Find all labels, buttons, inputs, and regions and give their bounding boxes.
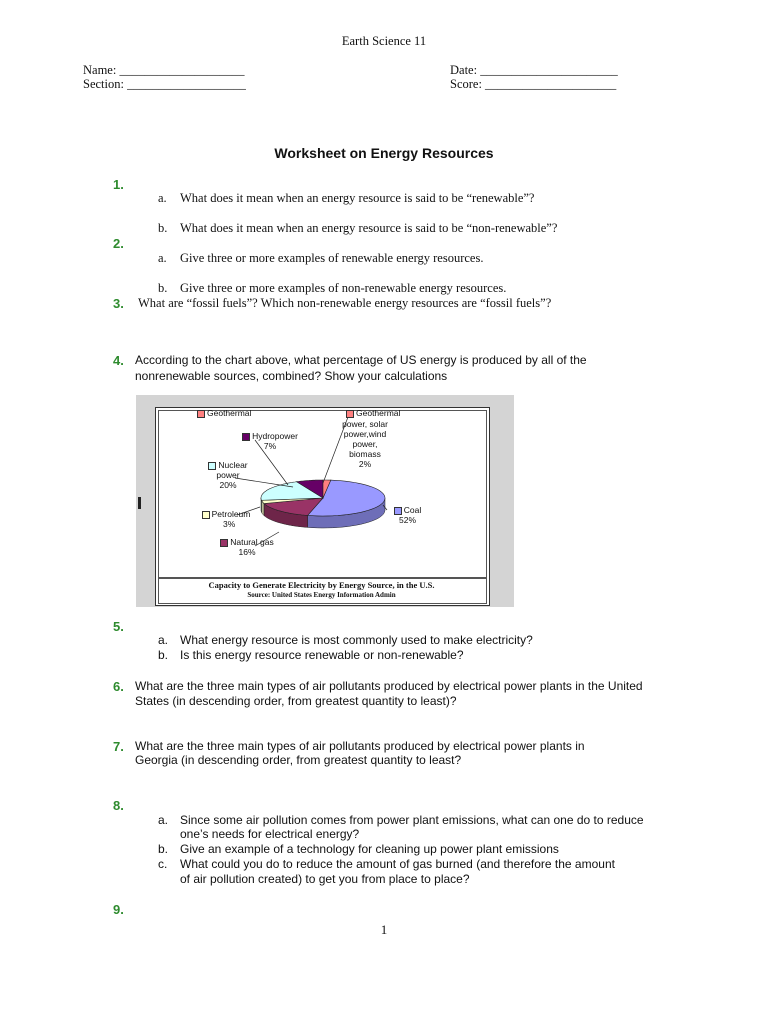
label-geothermal-title: Geothermal bbox=[346, 408, 406, 418]
question-text: nonrenewable sources, combined? Show your calculations bbox=[135, 369, 448, 383]
question-text: one’s needs for electrical energy? bbox=[180, 827, 360, 841]
question-part-letter: b. bbox=[158, 221, 168, 235]
question-number: 1. bbox=[113, 177, 124, 192]
question-part-letter: a. bbox=[158, 813, 169, 827]
question-text: Is this energy resource renewable or non-renewable? bbox=[180, 648, 464, 662]
legend-swatch-geothermal bbox=[346, 410, 354, 418]
question-text: Give three or more examples of non-renewable energy resources. bbox=[180, 281, 507, 295]
question-number: 6. bbox=[113, 679, 124, 694]
question-part-letter: b. bbox=[158, 648, 169, 662]
question-number: 7. bbox=[113, 739, 124, 754]
question-part-letter: b. bbox=[158, 281, 168, 295]
question-part-letter: a. bbox=[158, 633, 169, 647]
legend-swatch-natural-gas bbox=[220, 539, 228, 547]
question-text: Georgia (in descending order, from greatest quantity to least? bbox=[135, 753, 462, 767]
legend-swatch-petroleum bbox=[202, 511, 210, 519]
course-title: Earth Science 11 bbox=[341, 34, 427, 48]
question-text: What energy resource is most commonly used to make electricity? bbox=[180, 633, 533, 647]
question-part-letter: a. bbox=[158, 191, 167, 205]
label-geothermal: Geothermal bbox=[193, 408, 263, 418]
question-part-letter: b. bbox=[158, 842, 169, 856]
question-text: Give three or more examples of renewable energy resources. bbox=[180, 251, 484, 265]
worksheet-title: Worksheet on Energy Resources bbox=[274, 145, 494, 161]
label-hydropower: Hydropower 7% bbox=[235, 431, 305, 451]
question-text: What are the three main types of air pollutants produced by electrical power plants in the United bbox=[135, 679, 643, 693]
question-number: 9. bbox=[113, 902, 124, 917]
question-text: What are the three main types of air pollutants produced by electrical power plants in bbox=[135, 739, 585, 753]
legend-swatch-geothermal bbox=[197, 410, 205, 418]
pie-slices bbox=[261, 480, 385, 516]
question-text: What does it mean when an energy resource is said to be “non-renewable”? bbox=[180, 221, 558, 235]
question-number: 2. bbox=[113, 236, 124, 251]
chart-title: Capacity to Generate Electricity by Energy Source, in the U.S. bbox=[208, 580, 435, 590]
legend-swatch-nuclear bbox=[208, 462, 216, 470]
question-number: 8. bbox=[113, 798, 124, 813]
question-text: of air pollution created) to get you from place to place? bbox=[180, 872, 470, 886]
label-nuclear: Nuclear power 20% bbox=[198, 460, 258, 490]
question-part-letter: a. bbox=[158, 251, 167, 265]
chart-frame-handle bbox=[138, 497, 141, 509]
question-number: 4. bbox=[113, 353, 124, 368]
label-geothermal-text: power, solar power,wind power, biomass 2% bbox=[342, 419, 388, 469]
question-number: 3. bbox=[113, 296, 124, 311]
pie-chart bbox=[155, 407, 488, 577]
label-petroleum: Petroleum 3% bbox=[195, 509, 257, 529]
label-natural-gas: Natural gas 16% bbox=[212, 537, 282, 557]
score-field[interactable]: Score: _____________________ bbox=[450, 77, 617, 91]
chart-source: Source: United States Energy Information Admin bbox=[247, 591, 396, 599]
date-field[interactable]: Date: ______________________ bbox=[450, 63, 618, 77]
question-part-letter: c. bbox=[158, 857, 168, 871]
label-coal: Coal 52% bbox=[385, 505, 430, 525]
question-text: According to the chart above, what percentage of US energy is produced by all of the bbox=[135, 353, 587, 367]
section-field[interactable]: Section: ___________________ bbox=[83, 77, 246, 91]
question-number: 5. bbox=[113, 619, 124, 634]
question-text: What are “fossil fuels”? Which non-renewable energy resources are “fossil fuels”? bbox=[138, 296, 552, 310]
page-number: 1 bbox=[380, 922, 388, 937]
question-text: Give an example of a technology for cleaning up power plant emissions bbox=[180, 842, 559, 856]
legend-swatch-hydropower bbox=[242, 433, 250, 441]
question-text: What could you do to reduce the amount of gas burned (and therefore the amount bbox=[180, 857, 615, 871]
question-text: Since some air pollution comes from power plant emissions, what can one do to reduce bbox=[180, 813, 644, 827]
name-field[interactable]: Name: ____________________ bbox=[83, 63, 245, 77]
question-text: States (in descending order, from greatest quantity to least)? bbox=[135, 694, 457, 708]
legend-swatch-coal bbox=[394, 507, 402, 515]
question-text: What does it mean when an energy resource is said to be “renewable”? bbox=[180, 191, 535, 205]
